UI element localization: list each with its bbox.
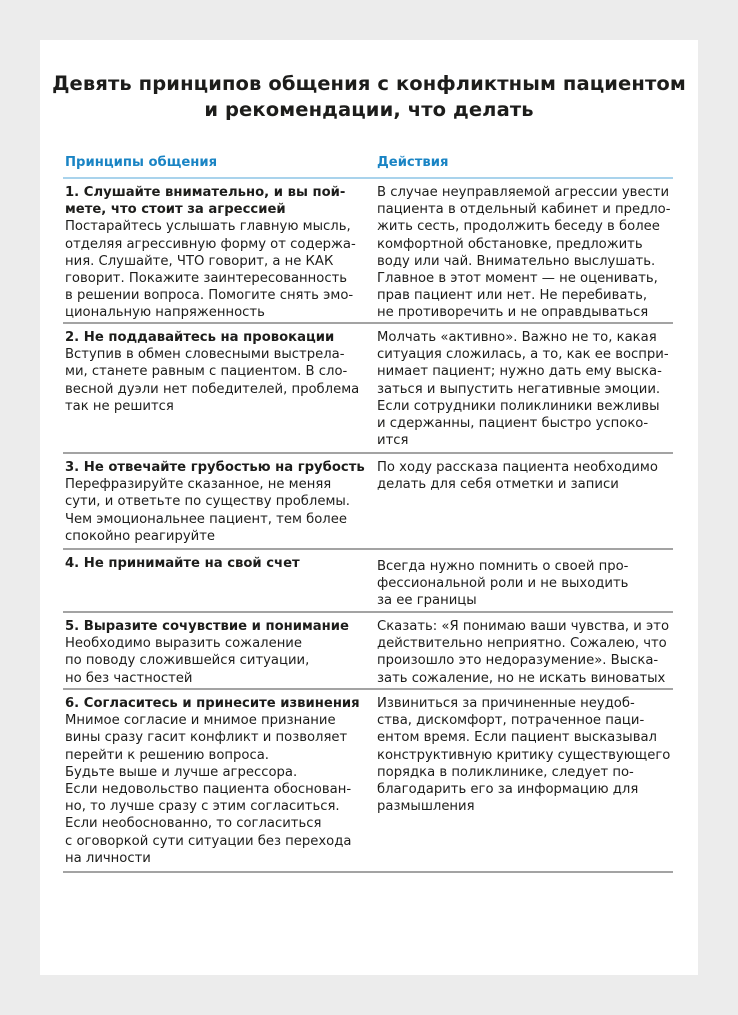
- principle-body-line: Вступив в обмен словесными выстрела-: [65, 347, 345, 363]
- table-row: [63, 454, 673, 550]
- principle-body-line: Будьте выше и лучше агрессора.: [65, 764, 298, 780]
- action-line: ится: [377, 433, 409, 449]
- action-line: не противоречить и не оправдываться: [377, 305, 649, 321]
- principle-heading-line: 2. Не поддавайтесь на провокации: [65, 330, 335, 345]
- action-line: В случае неуправляемой агрессии увести: [377, 185, 670, 200]
- principle-cell: [63, 690, 377, 871]
- principle-cell: [63, 454, 377, 548]
- principle-body-line: говорит. Покажите заинтересованность: [65, 271, 348, 287]
- action-line: благодарить его за информацию для: [377, 782, 639, 798]
- principle-cell: [63, 550, 377, 611]
- principle-body-line: по поводу сложившейся ситуации,: [65, 653, 310, 669]
- principle-body-line: спокойно реагируйте: [65, 528, 216, 544]
- action-line: нимает пациент; нужно дать ему выска-: [377, 364, 662, 380]
- action-line: жить сесть, продолжить беседу в более: [377, 219, 660, 235]
- action-line: произошло это недоразумение». Выска-: [377, 653, 659, 669]
- principle-heading-line: 4. Не принимайте на свой счет: [65, 556, 300, 571]
- principle-body-line: на личности: [65, 850, 151, 866]
- principle-cell: [63, 324, 377, 452]
- principle-body-line: ния. Слушайте, ЧТО говорит, а не КАК: [65, 253, 334, 269]
- principle-heading-line: 6. Согласитесь и принесите извинения: [65, 696, 360, 711]
- principle-body-line: весной дуэли нет победителей, проблема: [65, 381, 360, 397]
- action-line: Если сотрудники поликлиники вежливы: [377, 398, 660, 414]
- principle-heading-line: 3. Не отвечайте грубостью на грубость: [65, 460, 365, 475]
- action-cell: [377, 179, 673, 322]
- principle-heading-line: 1. Слушайте внимательно, и вы пой-: [65, 185, 346, 200]
- action-line: Извиниться за причиненные неудоб-: [377, 696, 635, 711]
- action-line: фессиональной роли и не выходить: [377, 576, 629, 592]
- principle-body-line: Необходимо выразить сожаление: [65, 636, 302, 652]
- action-line: Главное в этот момент — не оценивать,: [377, 271, 658, 287]
- action-line: Сказать: «Я понимаю ваши чувства, и это: [377, 619, 670, 634]
- principle-body-line: в решении вопроса. Помогите снять эмо-: [65, 288, 354, 304]
- document-card: [40, 40, 698, 975]
- action-line: и сдержанны, пациент быстро успоко-: [377, 416, 649, 432]
- principle-body-line: циональную напряженность: [65, 305, 265, 321]
- principle-body-line: перейти к решению вопроса.: [65, 747, 269, 763]
- principles-table: [63, 154, 673, 873]
- principle-cell: [63, 613, 377, 688]
- principle-body-line: ми, станете равным с пациентом. В сло-: [65, 364, 348, 380]
- column-header-principles: Принципы общения: [65, 155, 218, 170]
- action-line: По ходу рассказа пациента необходимо: [377, 460, 658, 475]
- action-line: действительно неприятно. Сожалею, что: [377, 636, 667, 652]
- principle-body-line: так не решится: [65, 398, 174, 414]
- action-line: зать сожаление, но не искать виноватых: [377, 670, 666, 686]
- table-header: [63, 154, 673, 179]
- table-row: [63, 613, 673, 690]
- action-line: ситуация сложилась, а то, как ее воспри-: [377, 347, 669, 363]
- principle-body-line: Мнимое согласие и мнимое признание: [65, 713, 336, 729]
- action-line: комфортной обстановке, предложить: [377, 236, 643, 252]
- action-line: ства, дискомфорт, потраченное паци-: [377, 713, 645, 729]
- action-cell: [377, 550, 673, 611]
- table-row: [63, 179, 673, 324]
- principle-body-line: с оговоркой сути ситуации без перехода: [65, 833, 352, 849]
- principle-body-line: отделяя агрессивную форму от содержа-: [65, 236, 356, 252]
- action-line: за ее границы: [377, 593, 477, 609]
- principle-body-line: но, то лучше сразу с этим согласиться.: [65, 799, 340, 815]
- title-line: и рекомендации, что делать: [204, 98, 534, 121]
- document-title: [40, 71, 698, 123]
- table-body: [63, 179, 673, 873]
- action-cell: [377, 324, 673, 452]
- column-header-actions: Действия: [377, 155, 449, 170]
- principle-body-line: сути, и ответьте по существу проблемы.: [65, 494, 350, 510]
- action-line: ентом время. Если пациент высказывал: [377, 730, 657, 746]
- principle-body-line: вины сразу гасит конфликт и позволяет: [65, 730, 348, 746]
- action-line: конструктивную критику существующего: [377, 747, 671, 763]
- principle-heading-line: 5. Выразите сочувствие и понимание: [65, 619, 349, 634]
- action-line: воду или чай. Внимательно выслушать.: [377, 253, 656, 269]
- title-line: Девять принципов общения с конфликтным пациентом: [52, 72, 686, 95]
- action-line: размышления: [377, 799, 475, 815]
- action-line: заться и выпустить негативные эмоции.: [377, 381, 661, 397]
- action-line: пациента в отдельный кабинет и предло-: [377, 202, 671, 218]
- action-cell: [377, 454, 673, 548]
- principle-body-line: Если необоснованно, то согласиться: [65, 816, 322, 832]
- principle-body-line: но без частностей: [65, 670, 193, 686]
- action-line: Всегда нужно помнить о своей про-: [377, 559, 629, 574]
- action-line: порядка в поликлинике, следует по-: [377, 764, 634, 780]
- principle-body-line: Перефразируйте сказанное, не меняя: [65, 477, 332, 493]
- principle-body-line: Чем эмоциональнее пациент, тем более: [65, 511, 347, 527]
- principle-body-line: Постарайтесь услышать главную мысль,: [65, 219, 351, 235]
- table-row: [63, 690, 673, 873]
- principle-body-line: Если недовольство пациента обоснован-: [65, 782, 352, 798]
- action-cell: [377, 690, 673, 871]
- action-line: Молчать «активно». Важно не то, какая: [377, 330, 657, 345]
- table-row: [63, 550, 673, 613]
- principle-heading-line: мете, что стоит за агрессией: [65, 202, 286, 218]
- action-line: делать для себя отметки и записи: [377, 477, 619, 493]
- table-row: [63, 324, 673, 454]
- action-line: прав пациент или нет. Не перебивать,: [377, 288, 648, 304]
- principle-cell: [63, 179, 377, 322]
- action-cell: [377, 613, 673, 688]
